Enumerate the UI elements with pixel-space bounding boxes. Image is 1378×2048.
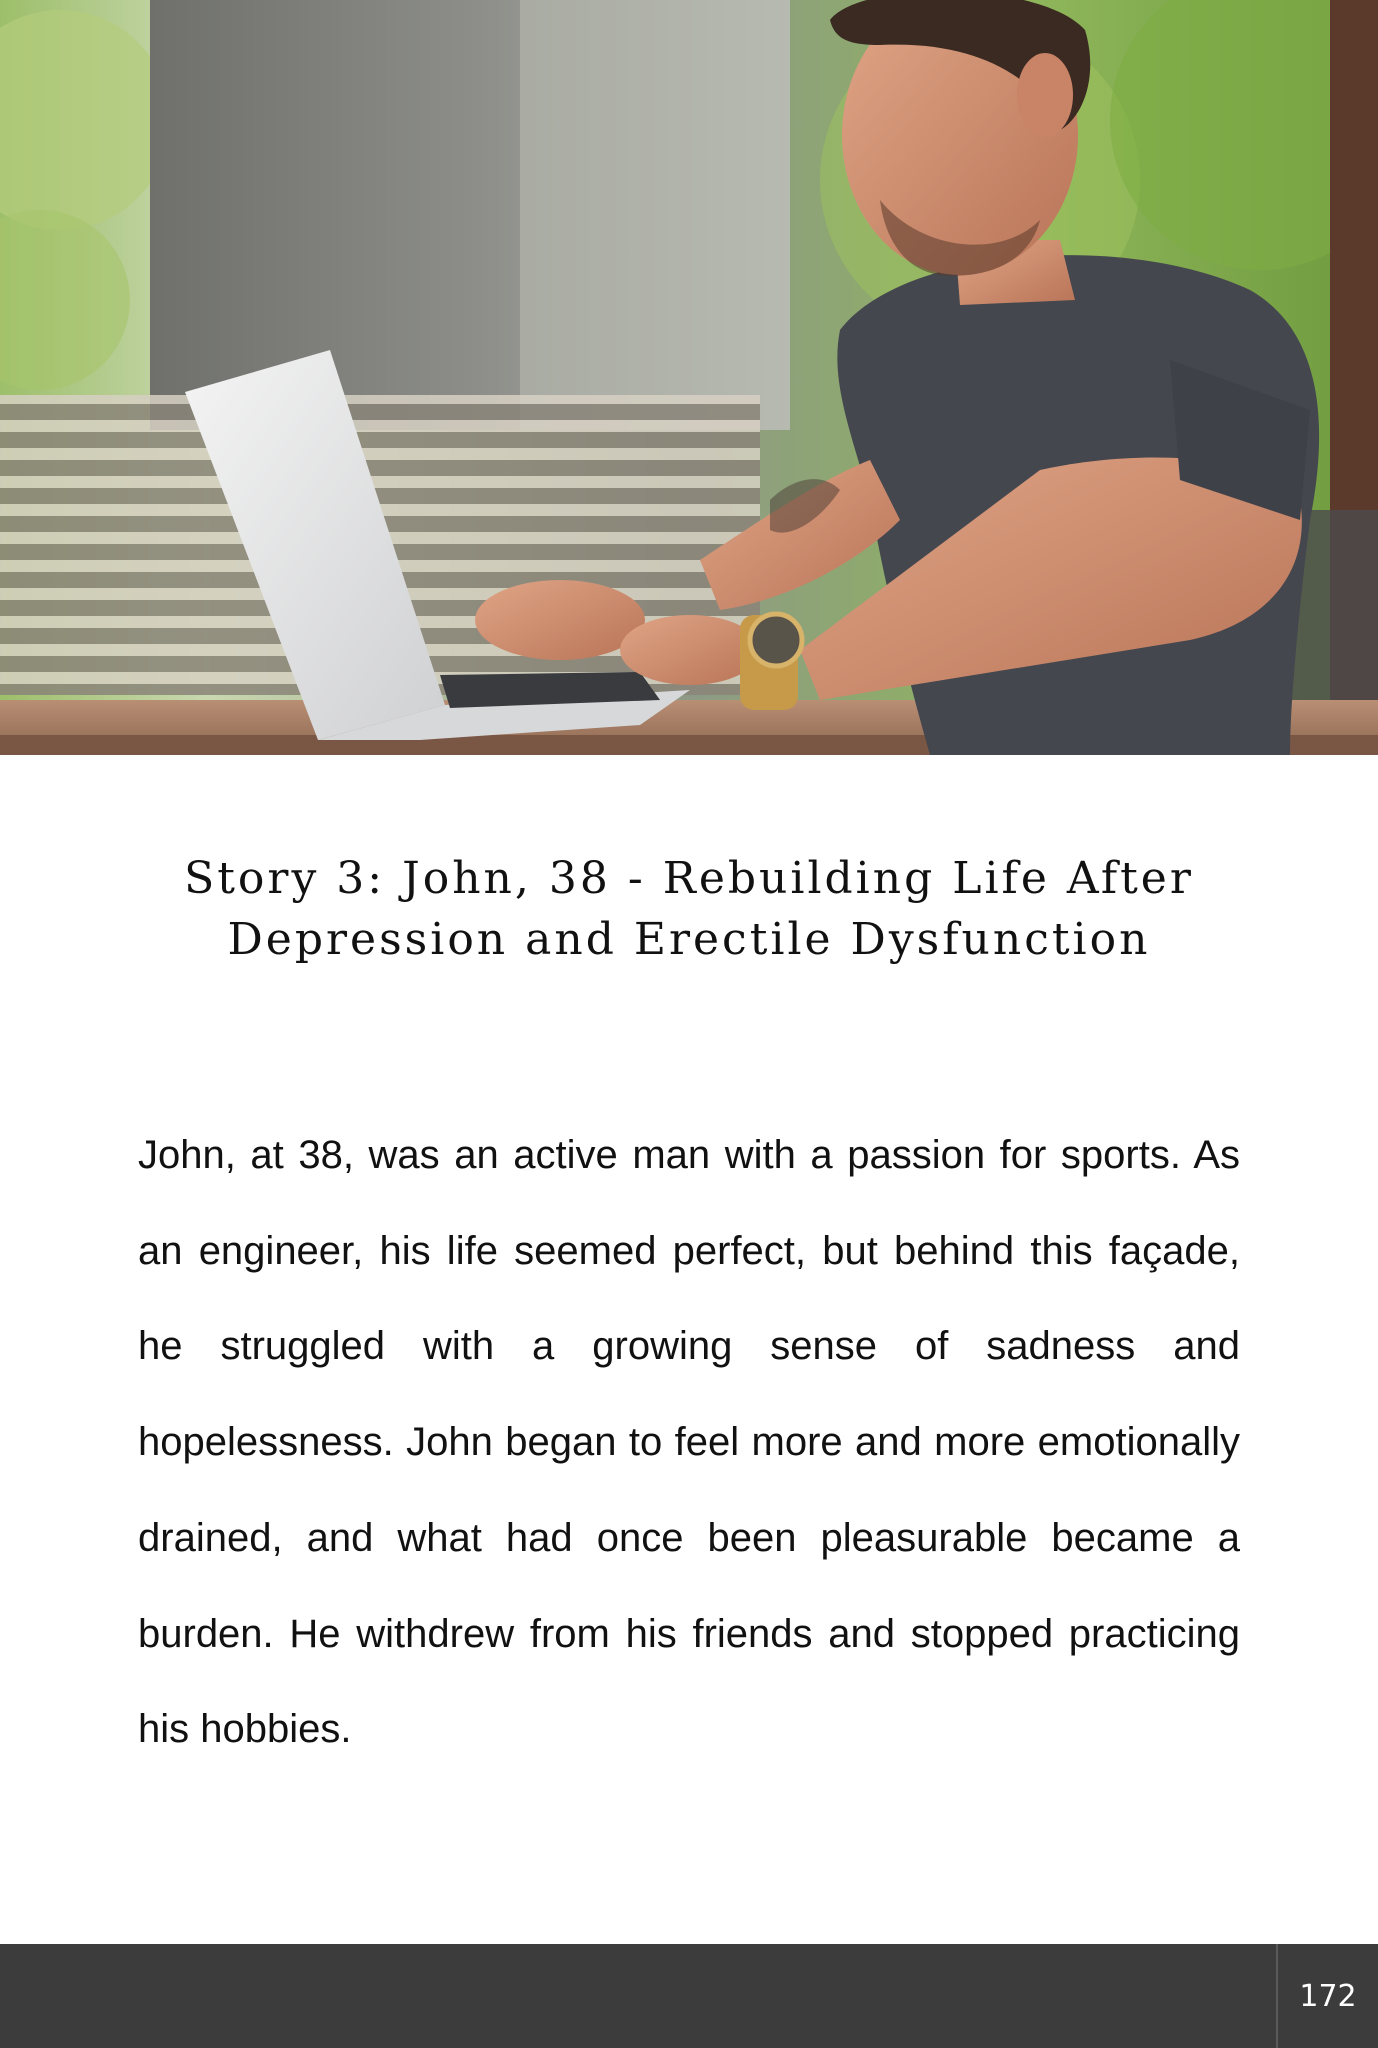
footer-bar — [0, 1944, 1378, 2048]
hero-photo — [0, 0, 1378, 755]
page-number: 172 — [1299, 1978, 1357, 2014]
story-title — [0, 848, 1378, 970]
story-title-line-1: Story 3: John, 38 - Rebuilding Life After — [184, 853, 1194, 904]
page-number-box — [1276, 1944, 1378, 2048]
story-title-line-2: Depression and Erectile Dysfunction — [227, 914, 1151, 965]
story-body-paragraph: John, at 38, was an active man with a passion for sports. As an engineer, his life seemed perfect, but behind this façade, he struggled with a growing sense of sadness and hopelessness. John began to feel more and more emotionally drained, and what had once been pleasurable became a burden. He withdrew from his friends and stopped practicing his hobbies. — [138, 1133, 1240, 1752]
